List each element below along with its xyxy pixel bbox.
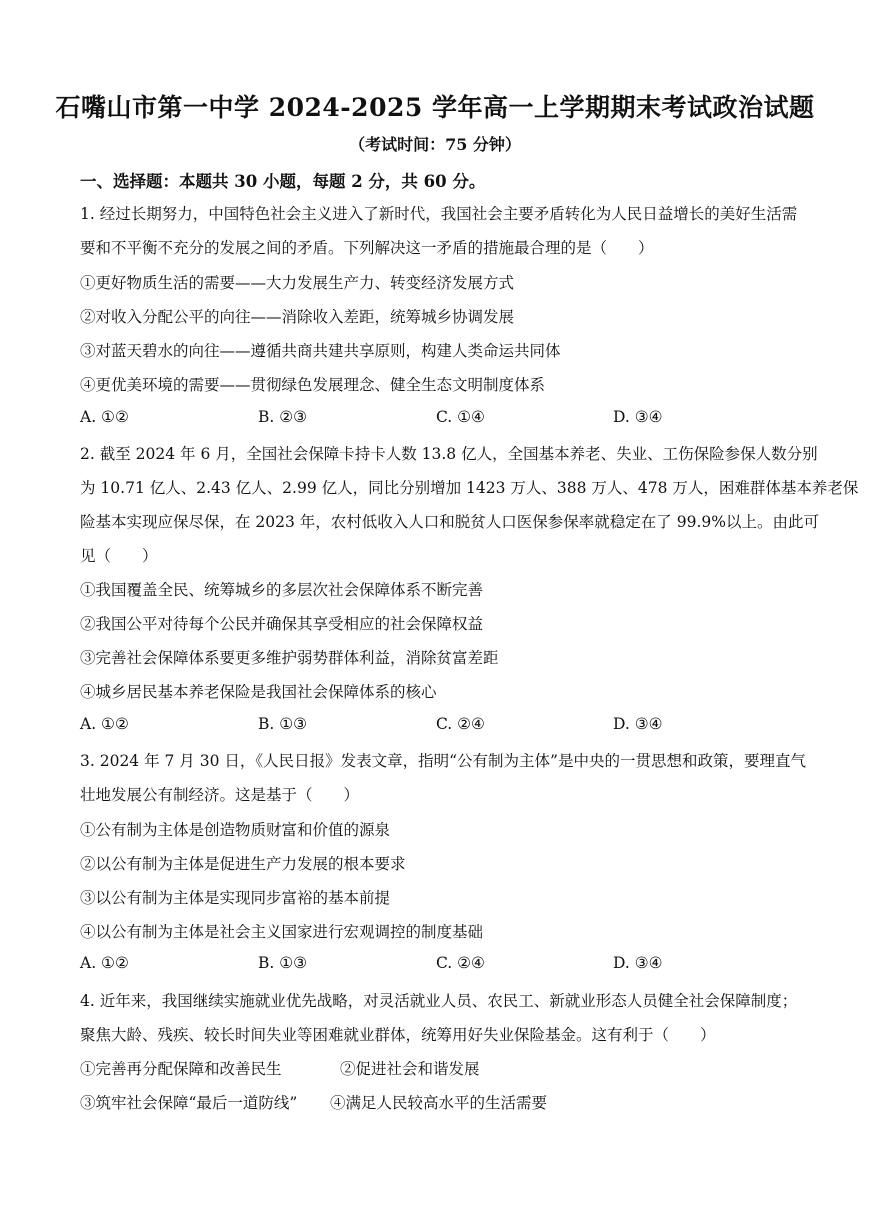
option-c[interactable]: C. ①④ bbox=[436, 408, 485, 426]
option-c[interactable]: C. ②④ bbox=[436, 715, 485, 733]
option-b[interactable]: B. ①③ bbox=[258, 954, 308, 972]
question-4-item: ④满足人民较高水平的生活需要 bbox=[330, 1094, 548, 1112]
question-4-item-row bbox=[80, 1091, 800, 1113]
question-1-stem-line: 要和不平衡不充分的发展之间的矛盾。下列解决这一矛盾的措施最合理的是（ ） bbox=[80, 239, 654, 257]
question-3-item: ④以公有制为主体是社会主义国家进行宏观调控的制度基础 bbox=[80, 923, 484, 941]
option-d[interactable]: D. ③④ bbox=[613, 715, 663, 733]
question-1-item: ③对蓝天碧水的向往——遵循共商共建共享原则，构建人类命运共同体 bbox=[80, 342, 561, 360]
option-a[interactable]: A. ①② bbox=[80, 954, 129, 972]
question-2-item: ①我国覆盖全民、统筹城乡的多层次社会保障体系不断完善 bbox=[80, 581, 484, 599]
question-3-item: ②以公有制为主体是促进生产力发展的根本要求 bbox=[80, 855, 406, 873]
option-c[interactable]: C. ②④ bbox=[436, 954, 485, 972]
question-2-item: ④城乡居民基本养老保险是我国社会保障体系的核心 bbox=[80, 683, 437, 701]
question-3-stem-line: 壮地发展公有制经济。这是基于（ ） bbox=[80, 786, 360, 804]
question-3-stem-line: 3. 2024 年 7 月 30 日，《人民日报》发表文章，指明“公有制为主体”是中央的一贯思想和政策，要理直气 bbox=[80, 752, 806, 770]
question-2-stem-line: 险基本实现应保尽保，在 2023 年，农村低收入人口和脱贫人口医保参保率就稳定在了 99.9%以上。由此可 bbox=[80, 513, 819, 531]
question-1-item: ④更优美环境的需要——贯彻绿色发展理念、健全生态文明制度体系 bbox=[80, 376, 546, 394]
question-2-item: ②我国公平对待每个公民并确保其享受相应的社会保障权益 bbox=[80, 615, 484, 633]
question-4-stem-line: 聚焦大龄、残疾、较长时间失业等困难就业群体，统筹用好失业保险基金。这有利于（ ） bbox=[80, 1026, 716, 1044]
question-1-item: ②对收入分配公平的向往——消除收入差距，统筹城乡协调发展 bbox=[80, 308, 515, 326]
question-1-options bbox=[80, 408, 800, 430]
option-d[interactable]: D. ③④ bbox=[613, 408, 663, 426]
question-4-item: ③筑牢社会保障“最后一道防线” bbox=[80, 1094, 298, 1112]
option-b[interactable]: B. ②③ bbox=[258, 408, 308, 426]
page-title: 石嘴山市第一中学 2024-2025 学年高一上学期期末考试政治试题 bbox=[55, 93, 815, 122]
question-3-item: ①公有制为主体是创造物质财富和价值的源泉 bbox=[80, 821, 391, 839]
option-d[interactable]: D. ③④ bbox=[613, 954, 663, 972]
option-b[interactable]: B. ①③ bbox=[258, 715, 308, 733]
exam-duration: （考试时间：75 分钟） bbox=[349, 135, 521, 154]
question-1-item: ①更好物质生活的需要——大力发展生产力、转变经济发展方式 bbox=[80, 274, 515, 292]
question-2-stem-line: 见（ ） bbox=[80, 547, 158, 565]
question-4-item-row bbox=[80, 1057, 800, 1079]
question-3-item: ③以公有制为主体是实现同步富裕的基本前提 bbox=[80, 889, 391, 907]
question-2-stem-line: 为 10.71 亿人、2.43 亿人、2.99 亿人，同比分别增加 1423 万人、388 万人、478 万人，困难群体基本养老保 bbox=[80, 479, 859, 497]
question-4-item: ②促进社会和谐发展 bbox=[340, 1060, 480, 1078]
question-4-item: ①完善再分配保障和改善民生 bbox=[80, 1060, 282, 1078]
question-3-options bbox=[80, 954, 800, 976]
option-a[interactable]: A. ①② bbox=[80, 408, 129, 426]
section-heading: 一、选择题：本题共 30 小题，每题 2 分，共 60 分。 bbox=[80, 172, 486, 191]
question-1-stem-line: 1. 经过长期努力，中国特色社会主义进入了新时代，我国社会主要矛盾转化为人民日益增长的美好生活需 bbox=[80, 205, 798, 223]
option-a[interactable]: A. ①② bbox=[80, 715, 129, 733]
question-2-item: ③完善社会保障体系要更多维护弱势群体利益，消除贫富差距 bbox=[80, 649, 499, 667]
question-2-stem-line: 2. 截至 2024 年 6 月，全国社会保障卡持卡人数 13.8 亿人，全国基本养老、失业、工伤保险参保人数分别 bbox=[80, 445, 818, 463]
question-2-options bbox=[80, 715, 800, 737]
question-4-stem-line: 4. 近年来，我国继续实施就业优先战略，对灵活就业人员、农民工、新就业形态人员健全社会保障制度； bbox=[80, 992, 798, 1010]
